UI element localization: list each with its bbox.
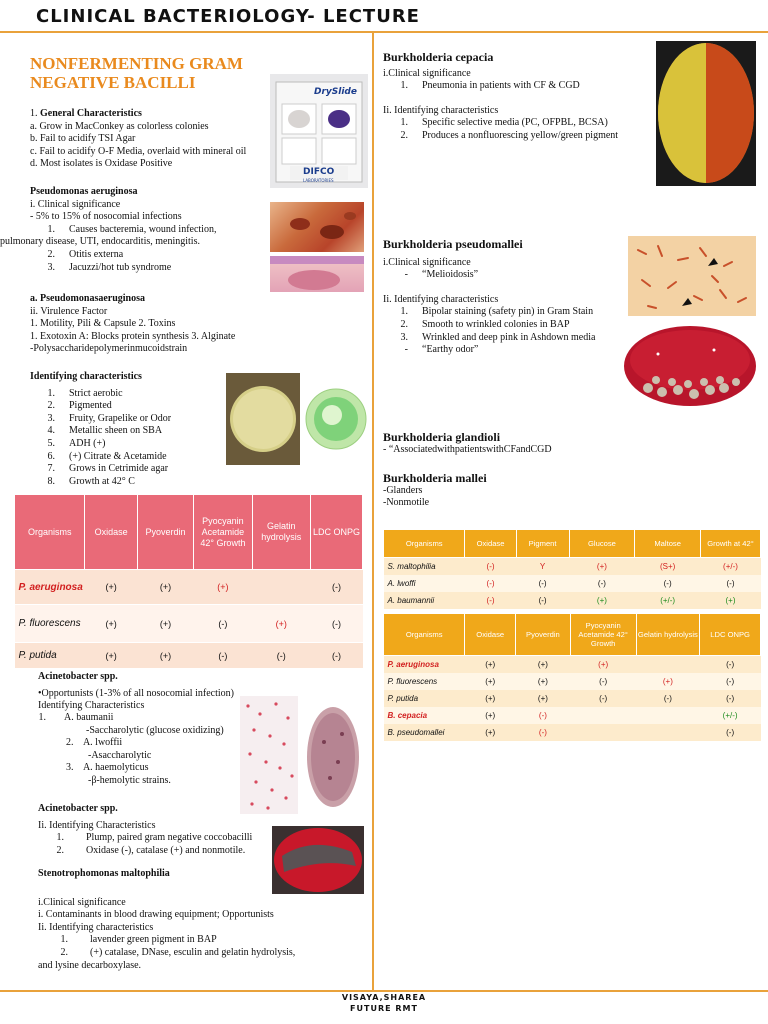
column-header: Pyocyanin Acetamide 42° Growth: [570, 614, 636, 656]
glandioli-section: Burkholderia glandioli - “AssociatedwithpatientswithCFandCGD: [383, 430, 552, 455]
cepacia-plate-photo: [656, 41, 756, 186]
general-item: d. Most isolates is Oxidase Positive: [30, 158, 173, 170]
column-header: LDC ONPG: [310, 495, 362, 570]
mallei-section: Burkholderia mallei -Glanders -Nonmotile: [383, 471, 487, 509]
table-row: P. aeruginosa (+) (+) (+) (-): [384, 656, 761, 674]
organism-cell: P. fluorescens: [384, 673, 465, 690]
general-characteristics: 1. General Characteristics a. Grow in MacConkey as colorless colonies b. Fail to acidify TSI Agar c. Fail to acidify O-F Media, overlaid with mineral oil d. Most isolates is Oxidase Positive: [30, 108, 247, 170]
list-item: 2. Oxidase (-), catalase (+) and nonmotile.: [56, 844, 246, 856]
column-header: Glucose: [569, 530, 635, 558]
list-item: 1. Strict aerobic: [47, 387, 123, 399]
general-item: b. Fail to acidify TSI Agar: [30, 133, 136, 145]
table-row: P. putida (+) (+) (-) (-) (-): [15, 643, 363, 669]
list-item: 1. Causes bacteremia, wound infection,: [47, 223, 217, 235]
footer-subtitle: FUTURE RMT: [350, 1004, 418, 1013]
list-item: 1. lavender green pigment in BAP: [60, 934, 217, 946]
organism-cell: P. aeruginosa: [15, 570, 85, 605]
column-header: Organisms: [384, 614, 465, 656]
organism-cell: B. cepacia: [384, 707, 465, 724]
list-item: 2. Pigmented: [47, 400, 112, 412]
table-row: S. maltophilia (-) Y (+) (S+) (+/-): [384, 558, 761, 576]
table-row: P. putida (+) (+) (-) (-) (-): [384, 690, 761, 707]
table-row: A. baumannii (-) (-) (+) (+/-) (+): [384, 592, 761, 609]
list-item: 2. Otitis externa: [47, 248, 124, 260]
wound-infection-photo: [270, 202, 364, 252]
organism-cell: A. baumannii: [384, 592, 465, 609]
organism-cell: B. pseudomallei: [384, 724, 465, 741]
stenotrophomonas-section: Stenotrophomonas maltophilia i.Clinical significance i. Contaminants in blood drawing equipment; Opportunists Ii. Identifying characteristics 1. lavender green pigment in BAP 2. (+) catalase, DNase, esculin and gelatin hydrolysis, and lysine decarboxylase.: [38, 868, 296, 971]
nonfermenter-comparison-table: [383, 529, 761, 609]
identifying-section: [30, 371, 171, 488]
column-header: Growth at 42°: [700, 530, 760, 558]
skin-rash-photo: [270, 256, 364, 292]
dryslide-brand: DrySlide: [314, 87, 357, 97]
pseudomonas-comparison-table: [14, 494, 363, 669]
pseudomallei-section: Burkholderia pseudomallei i.Clinical significance - “Melioidosis” Ii. Identifying characteristics 1. Bipolar staining (safety pin) in Gram Stain 2. Smooth to wrinkled colonies in BAP 3. Wrinkled and deep pink in Ashdown media - “Earthy odor”: [383, 237, 596, 356]
table-header-row: [15, 495, 363, 570]
organism-cell: P. fluorescens: [15, 605, 85, 643]
difco-logo: DIFCO: [303, 167, 335, 177]
stenotrophomonas-heading: Stenotrophomonas maltophilia: [38, 868, 170, 879]
list-item: 6. (+) Citrate & Acetamide: [47, 450, 167, 462]
column-header: Organisms: [384, 530, 465, 558]
column-header: Organisms: [15, 495, 85, 570]
list-item: 5. ADH (+): [47, 437, 106, 449]
column-header: Oxidase: [465, 614, 516, 656]
list-item: 4. Metallic sheen on SBA: [47, 425, 163, 437]
column-header: Pigment: [516, 530, 569, 558]
column-divider: [372, 33, 374, 990]
column-header: Oxidase: [85, 495, 137, 570]
dryslide-oxidase-image: [270, 74, 368, 188]
list-item: 1. Pneumonia in patients with CF & CGD: [400, 80, 580, 92]
acinetobacter-section-2: Acinetobacter spp. Ii. Identifying Characteristics 1. Plump, paired gram negative coccobacilli 2. Oxidase (-), catalase (+) and nonmotile.: [38, 803, 253, 856]
general-item: c. Fail to acidify O-F Media, overlaid with mineral oil: [30, 145, 247, 157]
table-row: A. lwoffi (-) (-) (-) (-) (-): [384, 575, 761, 592]
list-item: 1. Plump, paired gram negative coccobacilli: [56, 832, 253, 844]
list-item: 8. Growth at 42° C: [47, 475, 135, 487]
pseudomonas-heading: Pseudomonas aeruginosa: [30, 186, 138, 197]
column-header: Maltose: [635, 530, 701, 558]
footer-author: VISAYA,SHAREA: [341, 993, 427, 1002]
table-header-row: [384, 530, 761, 558]
acinetobacter-heading: Acinetobacter spp.: [38, 803, 118, 814]
column-header: Pyoverdin: [137, 495, 193, 570]
column-header: Pyoverdin: [516, 614, 571, 656]
list-item: 2. Produces a nonfluorescing yellow/green pigment: [400, 129, 619, 141]
organism-cell: P. putida: [15, 643, 85, 669]
safety-pin-gram-stain-photo: [628, 236, 756, 316]
section-title: NONFERMENTING GRAM NEGATIVE BACILLI: [30, 54, 243, 92]
list-item: 3. Wrinkled and deep pink in Ashdown media: [400, 331, 596, 343]
green-pigment-plate-photo: [304, 373, 368, 465]
column-header: Oxidase: [465, 530, 516, 558]
list-item: - “Melioidosis”: [404, 269, 479, 281]
agar-plate-photo: [226, 373, 300, 465]
column-header: Gelatin hydrolysis: [636, 614, 700, 656]
column-header: Pyocyanin Acetamide 42° Growth: [194, 495, 252, 570]
gram-stain-photo: [240, 696, 298, 814]
table-row: P. fluorescens (+) (+) (-) (+) (-): [384, 673, 761, 690]
footer-rule: [0, 990, 768, 992]
list-item: 2. (+) catalase, DNase, esculin and gelatin hydrolysis,: [60, 946, 296, 958]
list-item: 1. Specific selective media (PC, OFPBL, BCSA): [400, 117, 608, 129]
pseudomallei-heading: Burkholderia pseudomallei: [383, 237, 523, 251]
ashdown-plate-photo: [622, 320, 758, 406]
organism-cell: P. aeruginosa: [384, 656, 465, 674]
acinetobacter-section-1: Acinetobacter spp. •Opportunists (1-3% of all nosocomial infection) Identifying Characteristics: [38, 671, 234, 712]
list-item: 7. Grows in Cetrimide agar: [47, 463, 169, 475]
pseudomonas-burkholderia-table: [383, 613, 761, 741]
virulence-section: a. Pseudomonasaeruginosa ii. Virulence Factor 1. Motility, Pili & Capsule 2. Toxins 1. Exotoxin A: Blocks protein synthesis 3. Alginate -Polysaccharidepolymerinmucoidstrain: [30, 293, 236, 355]
column-header: Gelatin hydrolysis: [252, 495, 310, 570]
list-item: 3. Jacuzzi/hot tub syndrome: [47, 261, 172, 273]
general-heading: General Characteristics: [40, 108, 142, 119]
list-item: - “Earthy odor”: [404, 344, 479, 356]
macconkey-plate-photo: [304, 702, 362, 812]
table-header-row: [384, 614, 761, 656]
table-row: P. fluorescens (+) (+) (-) (+) (-): [15, 605, 363, 643]
column-header: LDC ONPG: [700, 614, 761, 656]
table-row: B. pseudomallei (+) (-) (-): [384, 724, 761, 741]
virulence-heading: a. Pseudomonasaeruginosa: [30, 293, 146, 304]
identifying-heading: Identifying characteristics: [30, 371, 142, 382]
table-row: B. cepacia (+) (-) (+/-): [384, 707, 761, 724]
difco-logo-sub: LABORATORIES: [303, 178, 334, 183]
acinetobacter-species-list: 1. A. baumanii -Saccharolytic (glucose oxidizing) 2. A. lwoffii -Asaccharolytic 3. A. haemolyticus -β-hemolytic strains.: [38, 712, 224, 786]
acinetobacter-heading: Acinetobacter spp.: [38, 671, 118, 682]
organism-cell: A. lwoffi: [384, 575, 465, 592]
table-row: P. aeruginosa (+) (+) (+) (-): [15, 570, 363, 605]
organism-cell: S. maltophilia: [384, 558, 465, 576]
general-item: a. Grow in MacConkey as colorless colonies: [30, 120, 209, 132]
mallei-heading: Burkholderia mallei: [383, 471, 487, 485]
glandioli-heading: Burkholderia glandioli: [383, 430, 501, 444]
list-item: 1. Bipolar staining (safety pin) in Gram Stain: [400, 306, 594, 318]
page-header-title: CLINICAL BACTERIOLOGY- LECTURE: [36, 6, 420, 27]
list-item: 3. Fruity, Grapelike or Odor: [47, 412, 172, 424]
header-rule: [0, 31, 768, 33]
organism-cell: P. putida: [384, 690, 465, 707]
list-item: 2. Smooth to wrinkled colonies in BAP: [400, 318, 570, 330]
cepacia-heading: Burkholderia cepacia: [383, 50, 494, 64]
cepacia-section: Burkholderia cepacia i.Clinical significance 1. Pneumonia in patients with CF & CGD Ii. Identifying characteristics 1. Specific selective media (PC, OFPBL, BCSA) 2. Produces a nonfluorescing yellow/green pigment: [383, 50, 619, 141]
pseudomonas-section: Pseudomonas aeruginosa i. Clinical significance - 5% to 15% of nosocomial infections 1. Causes bacteremia, wound infection, pulmonary disease, UTI, endocarditis, meningitis. 2. Otitis externa 3. Jacuzzi/hot tub syndrome: [0, 186, 217, 273]
